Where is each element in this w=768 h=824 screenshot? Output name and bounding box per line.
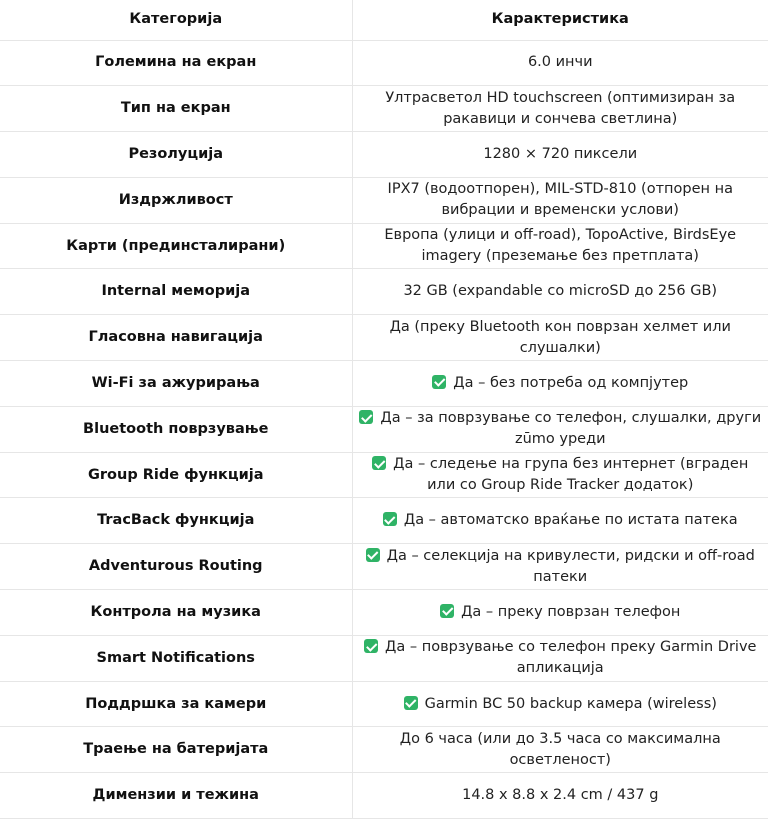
- row-value: [352, 40, 768, 86]
- table-row: [0, 406, 768, 452]
- row-value-text: 14.8 x 8.8 x 2.4 cm / 437 g: [462, 787, 659, 804]
- row-value-text: Да – автоматско враќање по истата патека: [403, 512, 738, 529]
- row-value-text: Да – преку поврзан телефон: [461, 603, 681, 620]
- row-value-text: IPX7 (водоотпорен), MIL-STD-810 (отпорен на вибрации и временски услови): [387, 181, 733, 219]
- row-category: Wi-Fi за ажурирања: [0, 361, 352, 407]
- row-value: [352, 544, 768, 590]
- row-value: [352, 452, 768, 498]
- header-category: Категорија: [0, 0, 352, 40]
- table-row: [0, 727, 768, 773]
- row-category: Adventurous Routing: [0, 544, 352, 590]
- row-value: [352, 132, 768, 178]
- row-category: Издржливост: [0, 177, 352, 223]
- row-category: Smart Notifications: [0, 635, 352, 681]
- table-row: [0, 315, 768, 361]
- table-row: [0, 544, 768, 590]
- table-row: [0, 635, 768, 681]
- checkmark-icon: [366, 548, 380, 562]
- table-row: [0, 177, 768, 223]
- checkmark-icon: [440, 604, 454, 618]
- row-category: Group Ride функција: [0, 452, 352, 498]
- row-category: Тип на екран: [0, 86, 352, 132]
- checkmark-icon: [372, 456, 386, 470]
- row-value-text: Да – поврзување со телефон преку Garmin Drive апликација: [385, 639, 757, 677]
- checkmark-icon: [364, 639, 378, 653]
- row-value-text: Да – следење на група без интернет (вграден или со Group Ride Tracker додаток): [393, 456, 749, 494]
- row-category: Поддршка за камери: [0, 681, 352, 727]
- row-value-text: 6.0 инчи: [527, 54, 593, 71]
- row-value: [352, 590, 768, 636]
- checkmark-icon: [404, 696, 418, 710]
- row-value-text: Garmin BC 50 backup камера (wireless): [424, 695, 717, 712]
- row-value: [352, 361, 768, 407]
- checkmark-icon: [359, 410, 373, 424]
- row-value: [352, 406, 768, 452]
- row-value-text: До 6 часа (или до 3.5 часа со максимална осветленост): [399, 730, 721, 768]
- row-value: [352, 498, 768, 544]
- table-row: [0, 40, 768, 86]
- checkmark-icon: [383, 512, 397, 526]
- row-category: Internal меморија: [0, 269, 352, 315]
- row-value: [352, 223, 768, 269]
- row-value: [352, 177, 768, 223]
- row-value: [352, 86, 768, 132]
- row-value-text: 1280 × 720 пиксели: [483, 145, 638, 162]
- row-category: Bluetooth поврзување: [0, 406, 352, 452]
- table-header-row: [0, 0, 768, 40]
- table-row: [0, 452, 768, 498]
- row-value: [352, 681, 768, 727]
- header-characteristic: Карактеристика: [352, 0, 768, 40]
- table-row: [0, 86, 768, 132]
- row-value: [352, 773, 768, 819]
- row-value-text: Ултрасветол HD touchscreen (оптимизиран за ракавици и сончева светлина): [385, 89, 736, 127]
- row-value-text: Да (преку Bluetooth кон поврзан хелмет или слушалки): [389, 318, 731, 356]
- row-value-text: Да – за поврзување со телефон, слушалки, други zūmo уреди: [380, 410, 762, 448]
- table-row: [0, 132, 768, 178]
- checkmark-icon: [432, 375, 446, 389]
- table-row: [0, 269, 768, 315]
- row-category: Големина на екран: [0, 40, 352, 86]
- table-row: [0, 681, 768, 727]
- row-category: Димензии и тежина: [0, 773, 352, 819]
- table-row: [0, 498, 768, 544]
- row-value-text: Да – селекција на кривулести, ридски и off-road патеки: [386, 547, 755, 585]
- row-value-text: Европа (улици и off-road), TopoActive, BirdsEye imagery (преземање без претплата): [384, 227, 737, 265]
- table-row: [0, 223, 768, 269]
- table-row: [0, 590, 768, 636]
- row-category: Траење на батеријата: [0, 727, 352, 773]
- row-category: Карти (прединсталирани): [0, 223, 352, 269]
- row-value: [352, 635, 768, 681]
- row-value-text: Да – без потреба од компјутер: [453, 374, 689, 391]
- row-value: [352, 269, 768, 315]
- row-value: [352, 727, 768, 773]
- table-row: [0, 361, 768, 407]
- row-value-text: 32 GB (expandable со microSD до 256 GB): [403, 283, 718, 300]
- row-category: Резолуција: [0, 132, 352, 178]
- row-category: TracBack функција: [0, 498, 352, 544]
- row-category: Контрола на музика: [0, 590, 352, 636]
- row-value: [352, 315, 768, 361]
- row-category: Гласовна навигација: [0, 315, 352, 361]
- table-row: [0, 773, 768, 819]
